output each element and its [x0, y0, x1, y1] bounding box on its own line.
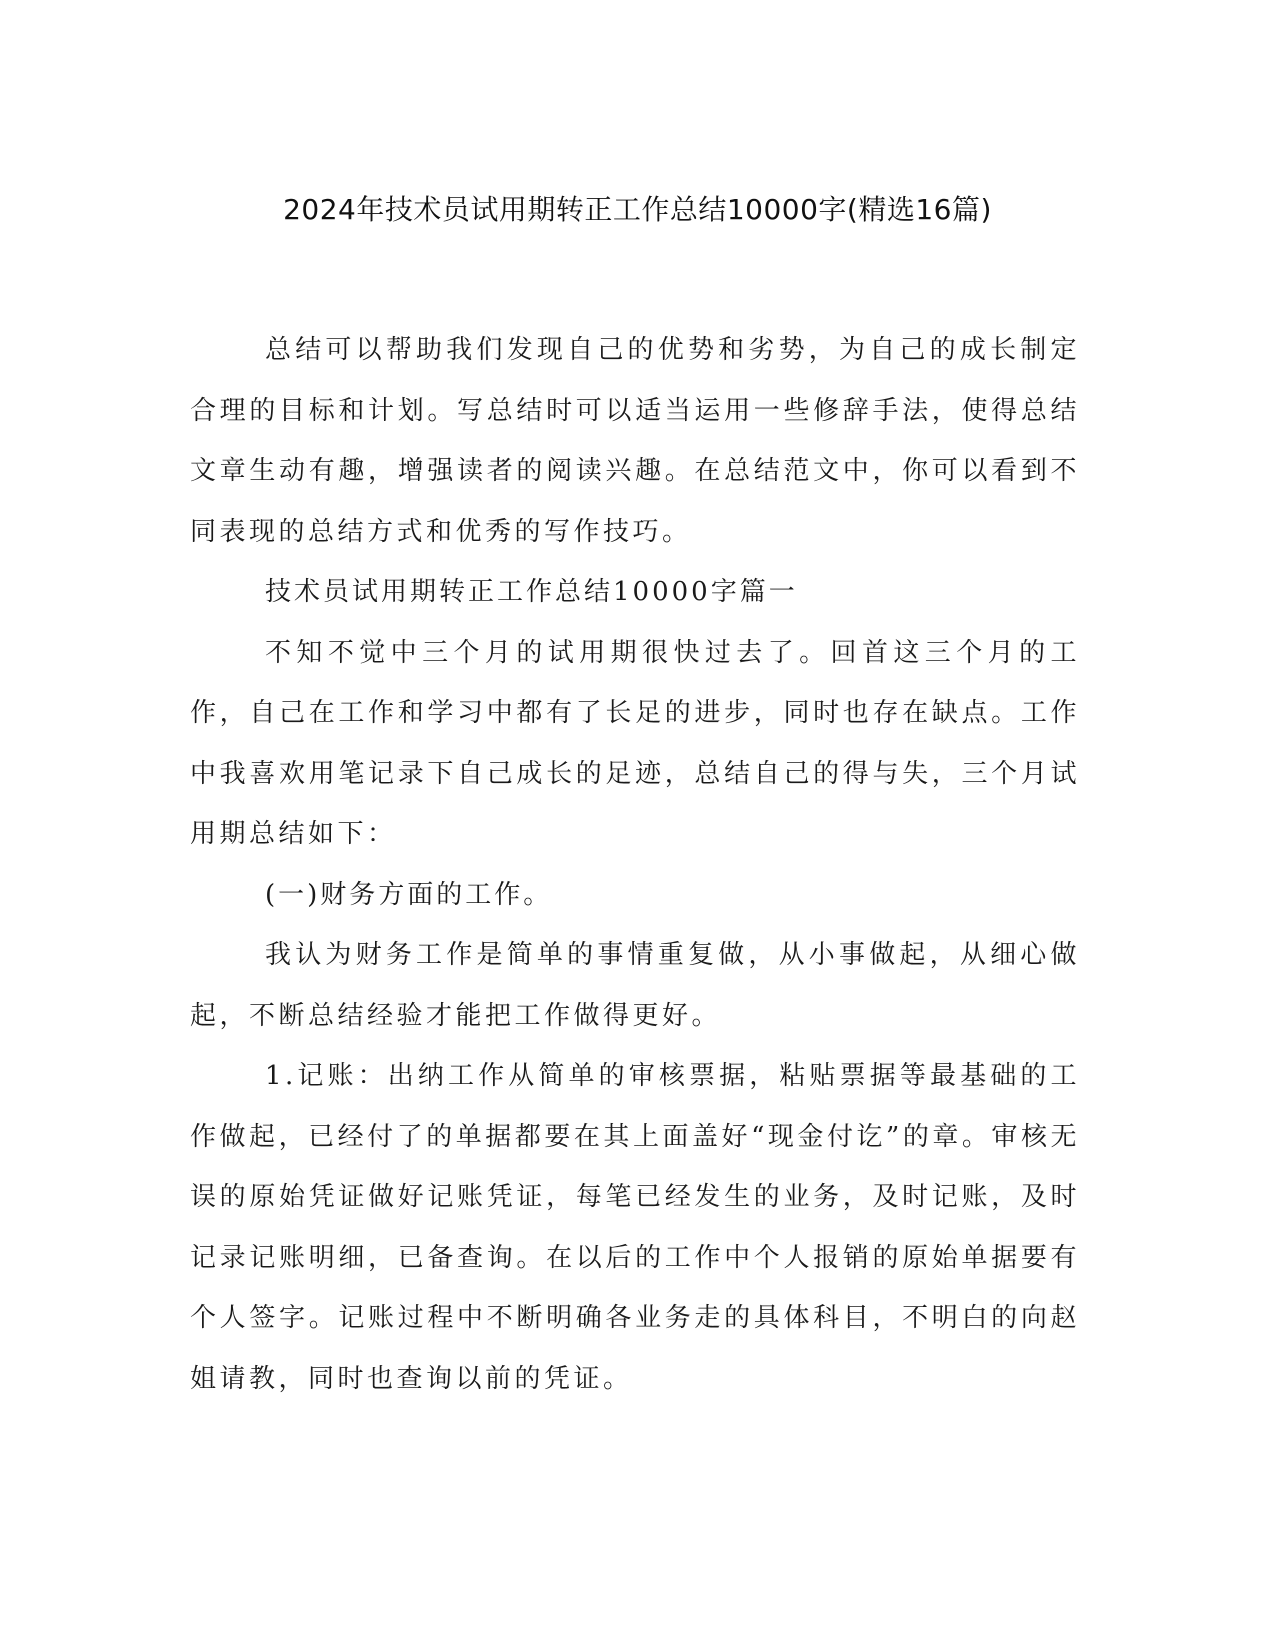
intro-paragraph: 总结可以帮助我们发现自己的优势和劣势，为自己的成长制定合理的目标和计划。写总结时可以适当运用一些修辞手法，使得总结文章生动有趣，增强读者的阅读兴趣。在总结范文中，你可以看到不同表现的总结方式和优秀的写作技巧。: [190, 335, 1080, 547]
document-body: [190, 320, 1080, 1409]
body-paragraph: 1.记账：出纳工作从简单的审核票据，粘贴票据等最基础的工作做起，已经付了的单据都要在其上面盖好“现金付讫”的章。审核无误的原始凭证做好记账凭证，每笔已经发生的业务，及时记账，及时记录记账明细，已备查询。在以后的工作中个人报销的原始单据要有个人签字。记账过程中不断明确各业务走的具体科目，不明白的向赵姐请教，同时也查询以前的凭证。: [190, 1061, 1080, 1394]
subsection-heading: (一)财务方面的工作。: [265, 879, 553, 910]
body-paragraph: 我认为财务工作是简单的事情重复做，从小事做起，从细心做起，不断总结经验才能把工作做得更好。: [190, 940, 1080, 1031]
document-title: 2024年技术员试用期转正工作总结10000字(精选16篇): [283, 193, 992, 226]
section-heading: 技术员试用期转正工作总结10000字篇一: [265, 577, 798, 607]
body-paragraph: 不知不觉中三个月的试用期很快过去了。回首这三个月的工作，自己在工作和学习中都有了长足的进步，同时也存在缺点。工作中我喜欢用笔记录下自己成长的足迹，总结自己的得与失，三个月试用期总结如下：: [190, 637, 1080, 849]
